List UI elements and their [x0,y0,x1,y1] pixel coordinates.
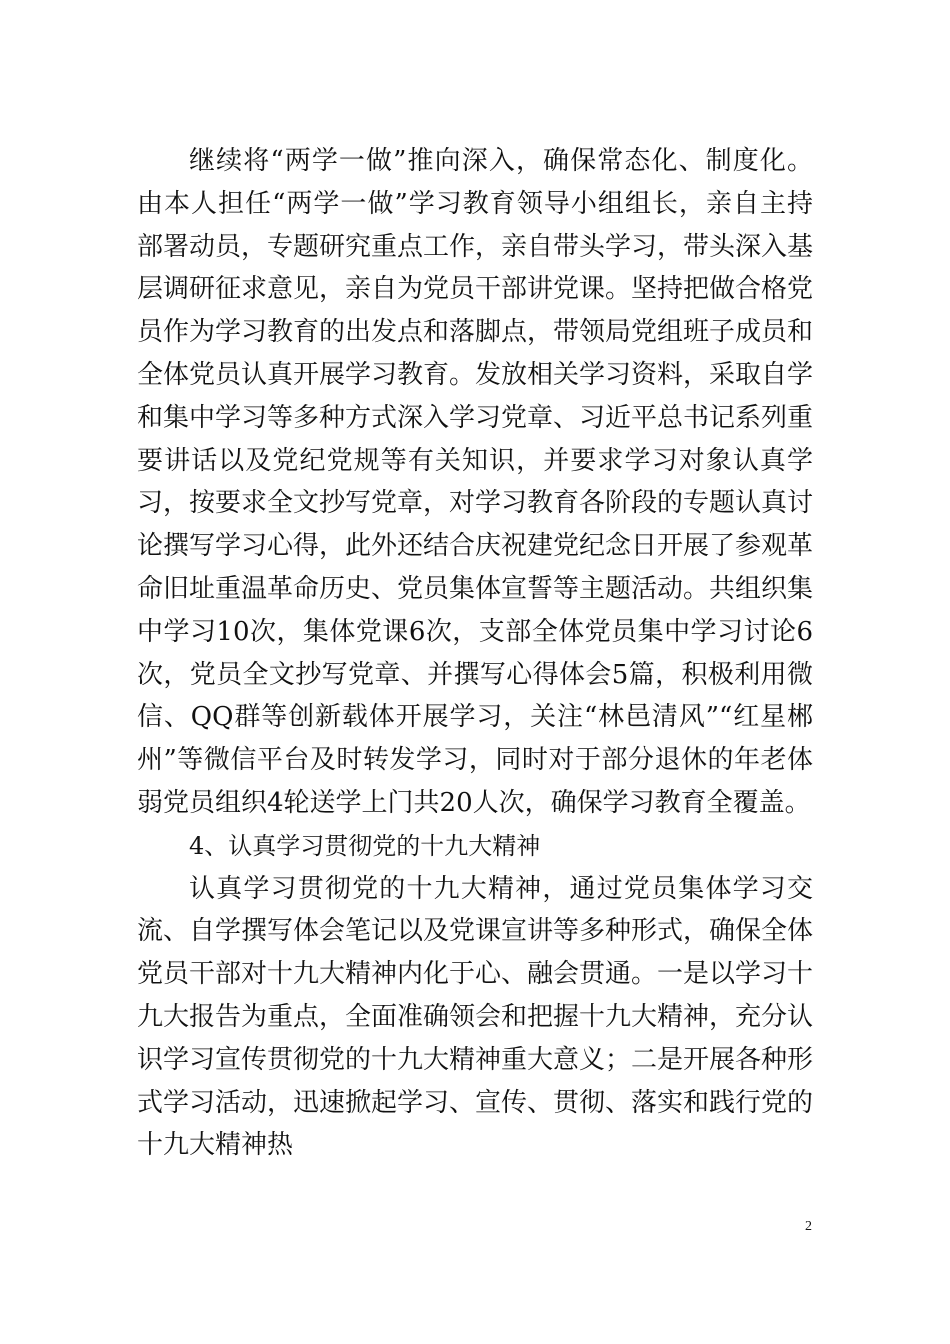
body-paragraph-1: 继续将“两学一做”推向深入，确保常态化、制度化。由本人担任“两学一做”学习教育领导小组组长，亲自主持部署动员，专题研究重点工作，亲自带头学习，带头深入基层调研征求意见，亲自为党员干部讲党课。坚持把做合格党员作为学习教育的出发点和落脚点，带领局党组班子成员和全体党员认真开展学习教育。发放相关学习资料，采取自学和集中学习等多种方式深入学习党章、习近平总书记系列重要讲话以及党纪党规等有关知识，并要求学习对象认真学习，按要求全文抄写党章，对学习教育各阶段的专题认真讨论撰写学习心得，此外还结合庆祝建党纪念日开展了参观革命旧址重温革命历史、党员集体宣誓等主题活动。共组织集中学习10次，集体党课6次，支部全体党员集中学习讨论6次，党员全文抄写党章、并撰写心得体会5篇，积极利用微信、QQ群等创新载体开展学习，关注“林邑清风”“红星郴州”等微信平台及时转发学习，同时对于部分退休的年老体弱党员组织4轮送学上门共20人次，确保学习教育全覆盖。 [137,146,814,818]
page-number: 2 [805,1219,812,1234]
document-body [137,140,813,1167]
body-paragraph-2: 认真学习贯彻党的十九大精神，通过党员集体学习交流、自学撰写体会笔记以及党课宣讲等多种形式，确保全体党员干部对十九大精神内化于心、融会贯通。一是以学习十九大报告为重点，全面准确领会和把握十九大精神，充分认识学习宣传贯彻党的十九大精神重大意义；二是开展各种形式学习活动，迅速掀起学习、宣传、贯彻、落实和践行党的十九大精神热 [137,873,814,1161]
section-heading: 4、认真学习贯彻党的十九大精神 [189,831,541,860]
